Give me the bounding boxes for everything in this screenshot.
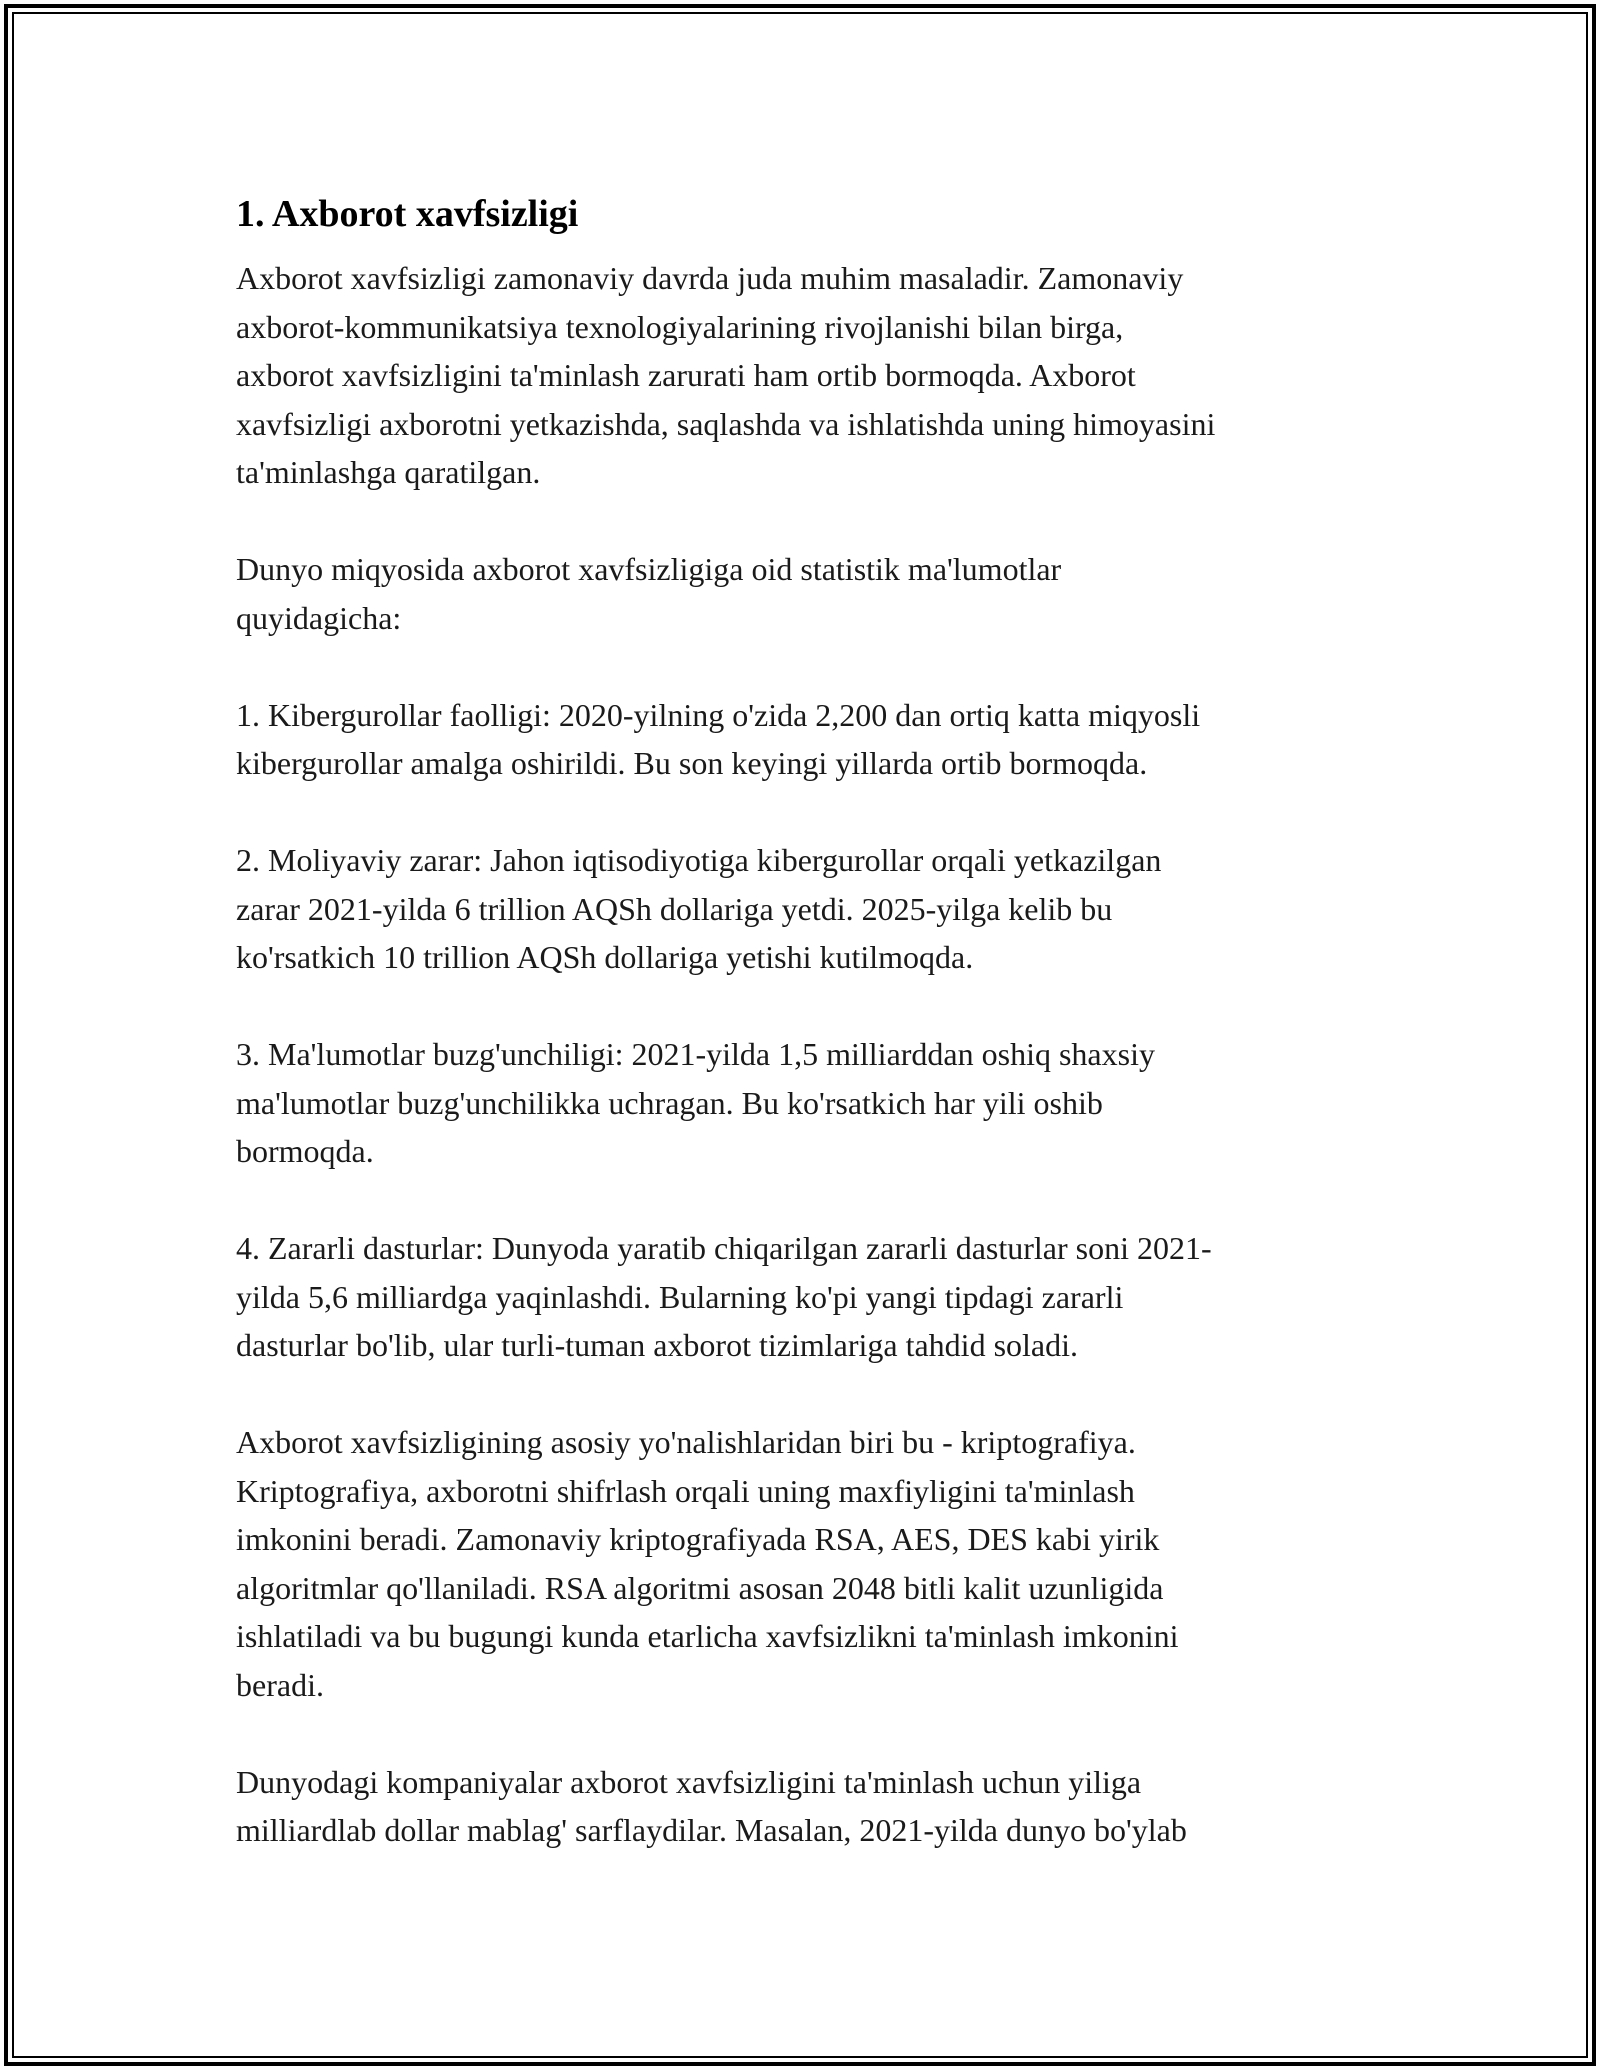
paragraph-line: yilda 5,6 milliardga yaqinlashdi. Bularning ko'pi yangi tipdagi zararli [236, 1278, 1124, 1315]
paragraph-line: ta'minlashga qaratilgan. [236, 454, 541, 490]
paragraph-line: xavfsizligi axborotni yetkazishda, saqlashda va ishlatishda uning himoyasini [236, 405, 1216, 442]
paragraph [236, 836, 1366, 982]
paragraph-line: zarar 2021-yilda 6 trillion AQSh dollariga yetdi. 2025-yilga kelib bu [236, 890, 1113, 927]
paragraph-line: imkonini beradi. Zamonaviy kriptografiyada RSA, AES, DES kabi yirik [236, 1521, 1160, 1557]
paragraph [236, 254, 1366, 497]
paragraph-line: axborot-kommunikatsiya texnologiyalarining rivojlanishi bilan birga, [236, 308, 1124, 345]
paragraph-line: 3. Ma'lumotlar buzg'unchiligi: 2021-yilda 1,5 milliarddan oshiq shaxsiy [236, 1036, 1155, 1072]
paragraph-line: bormoqda. [236, 1133, 374, 1169]
paragraph [236, 1224, 1366, 1370]
paragraph-line: kibergurollar amalga oshirildi. Bu son keyingi yillarda ortib bormoqda. [236, 745, 1148, 781]
paragraph-line: algoritmlar qo'llaniladi. RSA algoritmi asosan 2048 bitli kalit uzunligida [236, 1569, 1164, 1606]
paragraph-line: 2. Moliyaviy zarar: Jahon iqtisodiyotiga kibergurollar orqali yetkazilgan [236, 842, 1162, 878]
paragraph-line: quyidagicha: [236, 599, 402, 636]
paragraph-line: Kriptografiya, axborotni shifrlash orqali uning maxfiyligini ta'minlash [236, 1472, 1135, 1509]
paragraph-line: milliardlab dollar mablag' sarflaydilar. Masalan, 2021-yilda dunyo bo'ylab [236, 1812, 1187, 1848]
paragraph-line: 4. Zararli dasturlar: Dunyoda yaratib chiqarilgan zararli dasturlar soni 2021- [236, 1230, 1212, 1266]
paragraph-line: Dunyodagi kompaniyalar axborot xavfsizligini ta'minlash uchun yiliga [236, 1763, 1142, 1800]
paragraph-line: Axborot xavfsizligi zamonaviy davrda juda muhim masaladir. Zamonaviy [236, 260, 1184, 296]
paragraph [236, 691, 1366, 788]
paragraph-line: ko'rsatkich 10 trillion AQSh dollariga yetishi kutilmoqda. [236, 939, 974, 975]
paragraph-line: dasturlar bo'lib, ular turli-tuman axborot tizimlariga tahdid soladi. [236, 1327, 1078, 1363]
paragraph-line: Axborot xavfsizligining asosiy yo'nalishlaridan biri bu - kriptografiya. [236, 1424, 1136, 1460]
paragraph [236, 1030, 1366, 1176]
paragraph-line: 1. Kibergurollar faolligi: 2020-yilning o'zida 2,200 dan ortiq katta miqyosli [236, 696, 1201, 733]
paragraph-line: Dunyo miqyosida axborot xavfsizligiga oid statistik ma'lumotlar [236, 551, 1062, 587]
paragraph-line: axborot xavfsizligini ta'minlash zarurati ham ortib bormoqda. Axborot [236, 357, 1136, 393]
paragraph [236, 1758, 1366, 1855]
paragraph-list [236, 254, 1366, 1855]
paragraph [236, 1418, 1366, 1709]
paragraph-line: beradi. [236, 1666, 324, 1703]
paragraph [236, 545, 1366, 642]
paragraph-line: ma'lumotlar buzg'unchilikka uchragan. Bu ko'rsatkich har yili oshib [236, 1084, 1103, 1121]
section-heading: 1. Axborot xavfsizligi [236, 193, 579, 235]
paragraph-line: ishlatiladi va bu bugungi kunda etarlicha xavfsizlikni ta'minlash imkonini [236, 1618, 1179, 1654]
document-body [236, 186, 1366, 1855]
